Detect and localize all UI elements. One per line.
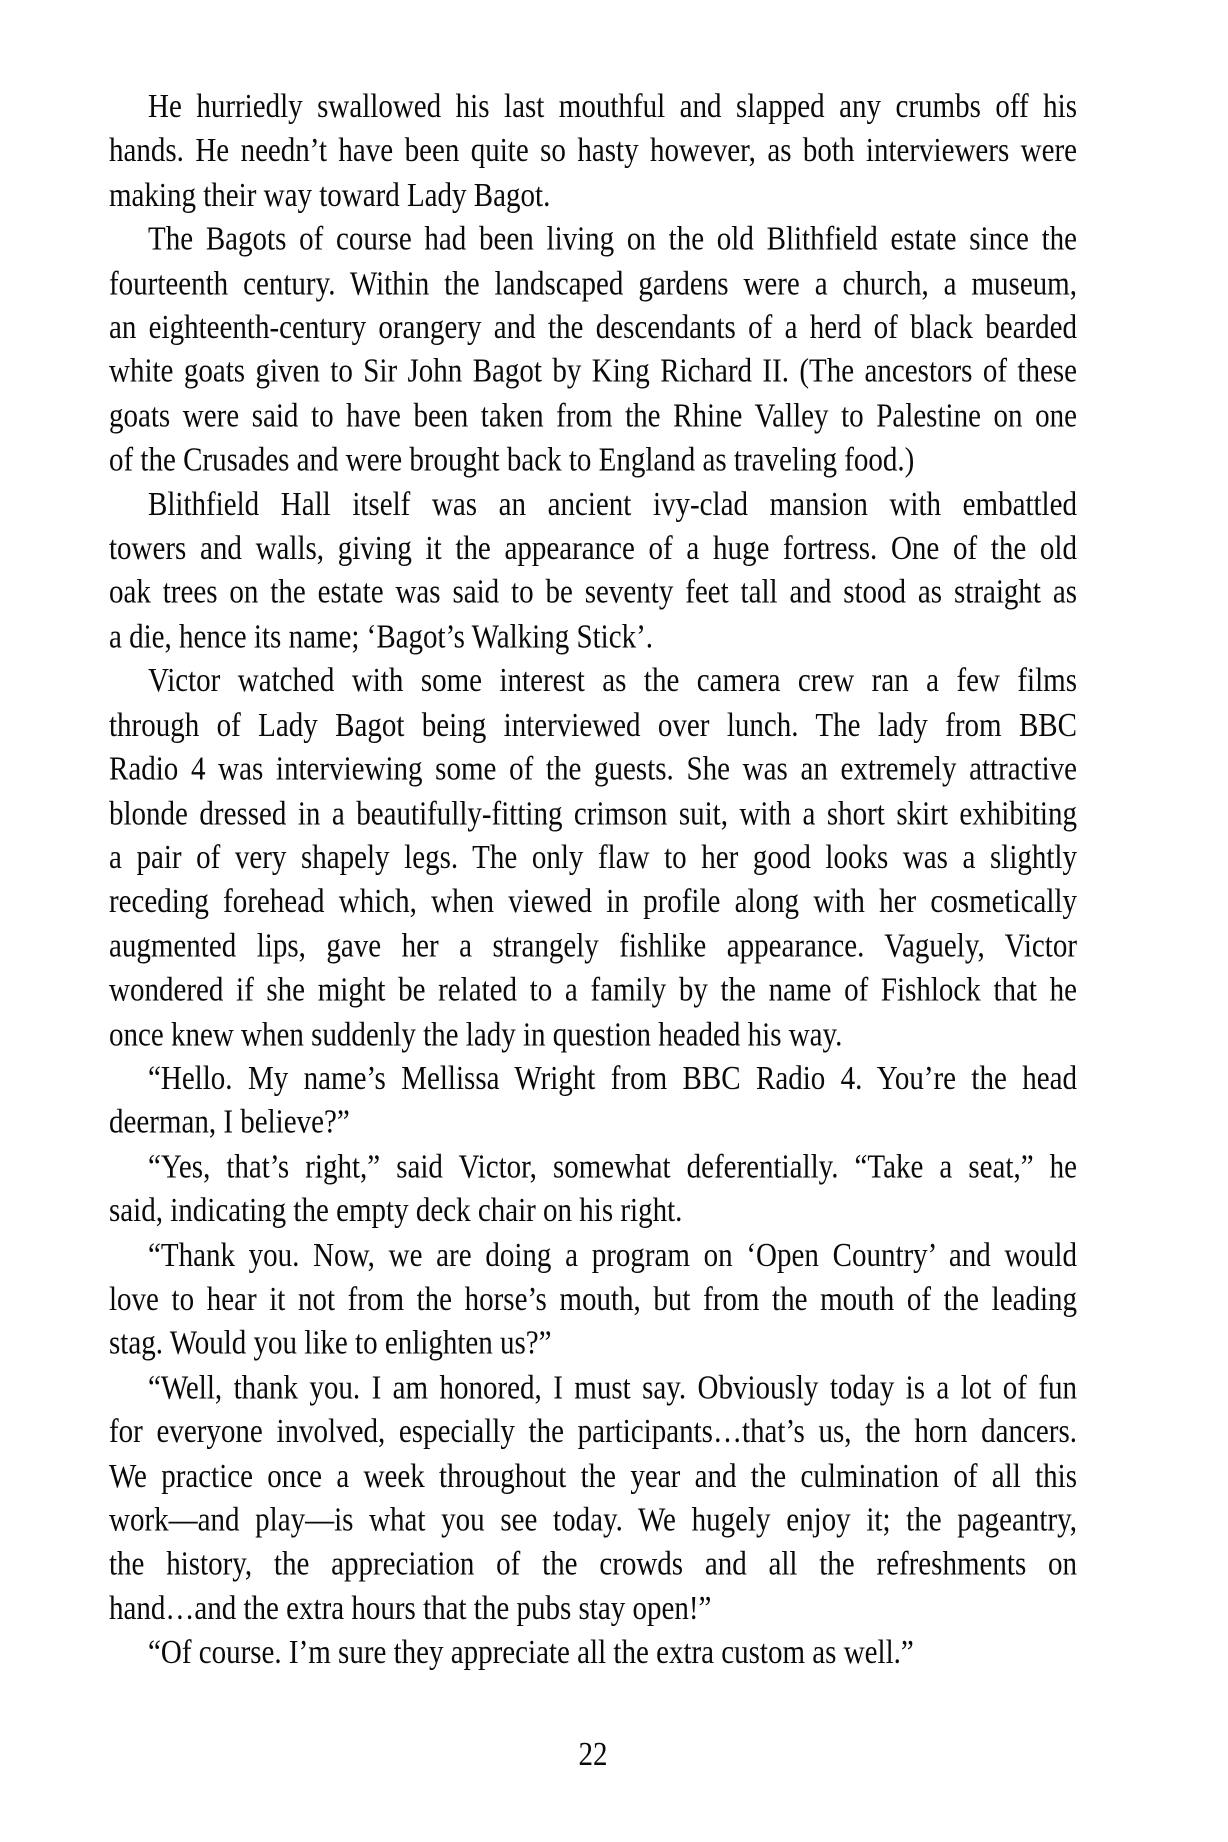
text-line: of the Crusades and were brought back to England as traveling food.) — [109, 441, 915, 479]
text-line: “Of course. I’m sure they appreciate all the extra custom as well.” — [148, 1634, 914, 1672]
text-line: Victor watched with some interest as the camera crew ran a few films — [148, 662, 1077, 700]
paragraph — [109, 85, 1077, 218]
paragraph — [109, 659, 1077, 1057]
text-line: We practice once a week throughout the year and the culmination of all this — [109, 1457, 1077, 1495]
text-line: love to hear it not from the horse’s mouth, but from the mouth of the leading — [109, 1280, 1077, 1318]
paragraph — [109, 483, 1077, 660]
text-line: Radio 4 was interviewing some of the guests. She was an extremely attractive — [109, 750, 1077, 788]
text-line: oak trees on the estate was said to be seventy feet tall and stood as straight as — [109, 574, 1077, 612]
text-line: “Hello. My name’s Mellissa Wright from BBC Radio 4. You’re the head — [148, 1060, 1077, 1097]
text-line: receding forehead which, when viewed in profile along with her cosmetically — [109, 883, 1077, 921]
text-line: “Thank you. Now, we are doing a program on ‘Open Country’ and would — [148, 1236, 1077, 1274]
paragraph — [109, 1057, 1077, 1145]
paragraph — [109, 218, 1077, 483]
text-line: augmented lips, gave her a strangely fishlike appearance. Vaguely, Victor — [109, 927, 1077, 965]
text-line: He hurriedly swallowed his last mouthful and slapped any crumbs off his — [148, 88, 1077, 126]
text-line: a die, hence its name; ‘Bagot’s Walking Stick’. — [109, 618, 653, 656]
paragraph — [109, 1631, 1077, 1675]
text-line: fourteenth century. Within the landscaped gardens were a church, a museum, — [109, 265, 1077, 302]
text-line: an eighteenth-century orangery and the descendants of a herd of black bearded — [109, 309, 1077, 347]
text-line: wondered if she might be related to a family by the name of Fishlock that he — [109, 971, 1077, 1009]
page-number: 22 — [578, 1736, 608, 1774]
text-line: said, indicating the empty deck chair on his right. — [109, 1192, 683, 1230]
text-block — [109, 85, 1077, 1675]
text-line: hands. He needn’t have been quite so hasty however, as both interviewers were — [109, 132, 1077, 170]
text-line: blonde dressed in a beautifully-fitting crimson suit, with a short skirt exhibiting — [109, 795, 1077, 832]
paragraph — [109, 1233, 1077, 1366]
paragraph — [109, 1366, 1077, 1631]
text-line: “Yes, that’s right,” said Victor, somewhat deferentially. “Take a seat,” he — [148, 1148, 1077, 1186]
text-line: white goats given to Sir John Bagot by King Richard II. (The ancestors of these — [109, 353, 1077, 391]
text-line: hand…and the extra hours that the pubs stay open!” — [109, 1590, 712, 1627]
text-line: once knew when suddenly the lady in question headed his way. — [109, 1015, 843, 1053]
text-line: work—and play—is what you see today. We hugely enjoy it; the pageantry, — [109, 1501, 1077, 1539]
text-line: for everyone involved, especially the participants…that’s us, the horn dancers. — [109, 1413, 1077, 1451]
text-line: deerman, I believe?” — [109, 1104, 350, 1142]
text-line: Blithfield Hall itself was an ancient ivy-clad mansion with embattled — [148, 485, 1077, 523]
text-line: the history, the appreciation of the crowds and all the refreshments on — [109, 1545, 1077, 1583]
text-line: “Well, thank you. I am honored, I must say. Obviously today is a lot of fun — [148, 1369, 1077, 1407]
paragraph — [109, 1145, 1077, 1233]
text-line: stag. Would you like to enlighten us?” — [109, 1325, 552, 1362]
text-line: The Bagots of course had been living on the old Blithfield estate since the — [148, 220, 1077, 258]
text-line: through of Lady Bagot being interviewed over lunch. The lady from BBC — [109, 706, 1077, 744]
text-line: towers and walls, giving it the appearance of a huge fortress. One of the old — [109, 530, 1077, 567]
text-line: making their way toward Lady Bagot. — [109, 176, 551, 214]
text-line: goats were said to have been taken from the Rhine Valley to Palestine on one — [109, 397, 1077, 435]
text-line: a pair of very shapely legs. The only flaw to her good looks was a slightly — [109, 839, 1077, 877]
